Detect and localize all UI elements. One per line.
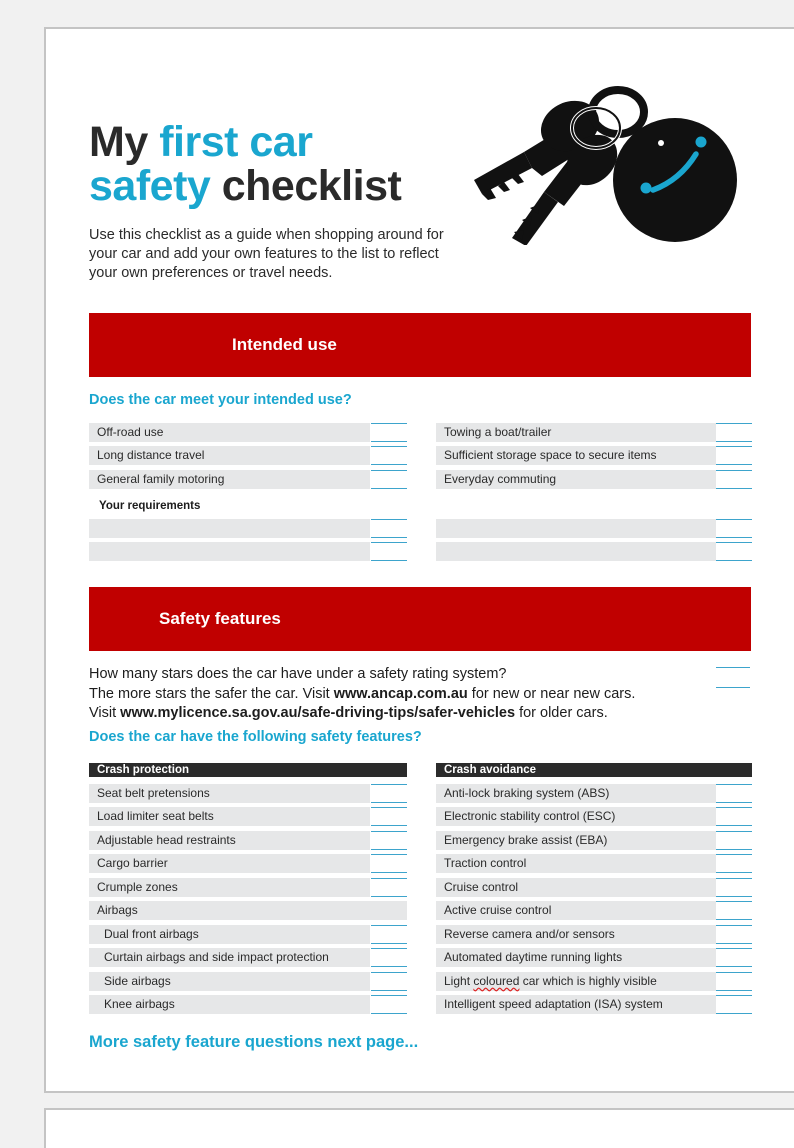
requirement-input[interactable] xyxy=(89,542,370,561)
checklist-item: Dual front airbags xyxy=(89,925,370,944)
your-requirements-label: Your requirements xyxy=(99,500,201,512)
checklist-item: Light coloured car which is highly visible xyxy=(436,972,716,991)
checkbox-field[interactable] xyxy=(716,807,752,826)
checkbox-field[interactable] xyxy=(371,995,407,1014)
mylicence-link[interactable]: www.mylicence.sa.gov.au/safe-driving-tips/safer-vehicles xyxy=(120,705,516,721)
checkbox-field[interactable] xyxy=(716,878,752,897)
checklist-item: Cargo barrier xyxy=(89,854,370,873)
safety-rating-text: How many stars does the car have under a safety rating system? The more stars the safer the car. Visit www.ancap.com.au for new or near new cars. Visit www.mylicence.sa.gov.au/safe-driving-tips/safer-vehicles for older cars. xyxy=(89,666,636,721)
checkbox-field[interactable] xyxy=(716,542,752,561)
checklist-item: Active cruise control xyxy=(436,901,716,920)
checkbox-field[interactable] xyxy=(716,831,752,850)
intended-use-heading: Intended use xyxy=(232,335,337,354)
checklist-item: Anti-lock braking system (ABS) xyxy=(436,784,716,803)
checkbox-field[interactable] xyxy=(716,901,752,920)
car-keys-icon xyxy=(470,80,742,245)
next-page-link[interactable]: More safety feature questions next page... xyxy=(89,1033,419,1051)
checkbox-field[interactable] xyxy=(716,925,752,944)
checkbox-field[interactable] xyxy=(371,831,407,850)
checklist-item: Adjustable head restraints xyxy=(89,831,370,850)
checkbox-field[interactable] xyxy=(716,784,752,803)
crash-avoidance-header: Crash avoidance xyxy=(436,763,752,777)
checklist-item: Off-road use xyxy=(89,423,370,442)
requirement-input[interactable] xyxy=(89,519,370,538)
checkbox-field[interactable] xyxy=(716,519,752,538)
checklist-item: Electronic stability control (ESC) xyxy=(436,807,716,826)
star-rating-field[interactable] xyxy=(716,667,750,688)
checklist-item: Crumple zones xyxy=(89,878,370,897)
intended-use-banner xyxy=(89,313,751,377)
checkbox-field[interactable] xyxy=(371,878,407,897)
checklist-item: Automated daytime running lights xyxy=(436,948,716,967)
next-page-edge xyxy=(44,1108,794,1148)
safety-features-banner xyxy=(89,587,751,651)
intro-text: Use this checklist as a guide when shopping around for your car and add your own features to the list to reflect your own preferences or travel needs. xyxy=(89,227,444,281)
checkbox-field[interactable] xyxy=(371,807,407,826)
ancap-link[interactable]: www.ancap.com.au xyxy=(333,685,468,702)
checklist-item: Emergency brake assist (EBA) xyxy=(436,831,716,850)
checklist-item: Sufficient storage space to secure items xyxy=(436,446,716,465)
safety-features-question: Does the car have the following safety features? xyxy=(89,729,422,745)
checklist-item: Long distance travel xyxy=(89,446,370,465)
checkbox-field[interactable] xyxy=(371,423,407,442)
checkbox-field[interactable] xyxy=(371,972,407,991)
checklist-item: Seat belt pretensions xyxy=(89,784,370,803)
spellcheck-word: coloured xyxy=(473,974,520,988)
checkbox-field[interactable] xyxy=(716,470,752,489)
checklist-item: Traction control xyxy=(436,854,716,873)
checkbox-field[interactable] xyxy=(716,972,752,991)
checkbox-field[interactable] xyxy=(716,995,752,1014)
checkbox-field[interactable] xyxy=(371,446,407,465)
page-title: My first car safety checklist xyxy=(89,118,402,210)
checklist-item: Side airbags xyxy=(89,972,370,991)
requirement-input[interactable] xyxy=(436,542,716,561)
checkbox-field[interactable] xyxy=(716,446,752,465)
safety-features-heading: Safety features xyxy=(159,609,281,628)
checklist-item: Cruise control xyxy=(436,878,716,897)
checklist-item: General family motoring xyxy=(89,470,370,489)
checkbox-field[interactable] xyxy=(371,519,407,538)
checkbox-field[interactable] xyxy=(371,470,407,489)
checklist-item: Curtain airbags and side impact protection xyxy=(89,948,370,967)
requirement-input[interactable] xyxy=(436,519,716,538)
checklist-item: Everyday commuting xyxy=(436,470,716,489)
checkbox-field[interactable] xyxy=(716,854,752,873)
checkbox-field[interactable] xyxy=(371,948,407,967)
checkbox-field[interactable] xyxy=(371,542,407,561)
checklist-item: Intelligent speed adaptation (ISA) system xyxy=(436,995,716,1014)
checklist-item: Load limiter seat belts xyxy=(89,807,370,826)
checkbox-field[interactable] xyxy=(371,854,407,873)
checklist-item: Reverse camera and/or sensors xyxy=(436,925,716,944)
checklist-group-label: Airbags xyxy=(89,901,407,920)
checklist-item: Towing a boat/trailer xyxy=(436,423,716,442)
intended-use-question: Does the car meet your intended use? xyxy=(89,392,352,408)
checkbox-field[interactable] xyxy=(716,948,752,967)
checkbox-field[interactable] xyxy=(371,784,407,803)
crash-protection-header: Crash protection xyxy=(89,763,407,777)
checklist-item: Knee airbags xyxy=(89,995,370,1014)
checkbox-field[interactable] xyxy=(716,423,752,442)
checkbox-field[interactable] xyxy=(371,925,407,944)
